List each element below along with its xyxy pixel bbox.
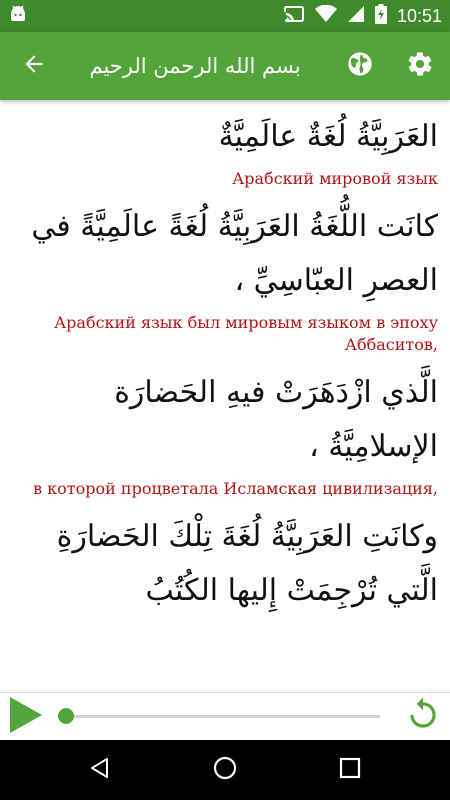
nav-back-button[interactable] [80, 750, 120, 790]
language-button[interactable] [336, 42, 384, 90]
status-bar [0, 0, 450, 32]
verse-arabic[interactable]: وكانَتِ العَرَبِيَّةُ لُغَةَ تِلْكَ الحَضارَةِ الَّتي تُرْجِمَتْ إِليها الكُتُبُ [56, 519, 438, 608]
nav-recents-button[interactable] [330, 750, 370, 790]
nav-home-button[interactable] [205, 750, 245, 790]
progress-thumb[interactable] [58, 708, 74, 724]
gear-icon [406, 50, 434, 82]
verse-arabic[interactable]: الَّذي ازْدَهَرَتْ فيهِ الحَضارَة الإسلامِيَّةُ ، [114, 375, 438, 464]
status-time: 10:51 [396, 5, 442, 26]
progress-track[interactable] [66, 715, 380, 718]
signal-icon [347, 5, 365, 27]
system-nav-bar [0, 740, 450, 800]
repeat-button[interactable] [402, 696, 444, 738]
app-title: بسم الله الرحمن الرحيم [89, 54, 301, 78]
wifi-icon [315, 5, 337, 27]
verse-translation: в которой процветала Исламская цивилизация, [33, 479, 438, 498]
play-button[interactable] [6, 696, 46, 738]
nav-home-icon [212, 755, 238, 785]
repeat-icon [404, 696, 442, 738]
verse-translation: Арабский мировой язык [232, 169, 438, 188]
battery-charging-icon [375, 4, 387, 28]
status-left [8, 4, 48, 28]
nav-back-icon [88, 756, 112, 784]
back-button[interactable] [10, 42, 58, 90]
lesson-content[interactable] [0, 100, 450, 692]
verse-arabic[interactable]: كانَت اللُّغَةُ العَرَبِيَّةُ لُغَةً عالَمِيَّةً في العصرِ العبّاسِيِّ ، [31, 209, 438, 298]
audio-player [0, 692, 450, 740]
settings-button[interactable] [396, 42, 444, 90]
verse-translation: Арабский язык был мировым языком в эпоху Аббаситов, [54, 313, 438, 354]
play-icon [8, 696, 44, 738]
nav-recents-icon [339, 757, 361, 783]
cast-icon [283, 5, 305, 27]
arrow-back-icon [21, 51, 47, 81]
android-debug-icon [8, 4, 28, 28]
app-bar [0, 32, 450, 100]
verse-arabic[interactable]: العَرَبِيَّةُ لُغَةٌ عالَمِيَّةٌ [218, 119, 438, 154]
status-right [283, 4, 442, 28]
globe-icon [346, 50, 374, 82]
